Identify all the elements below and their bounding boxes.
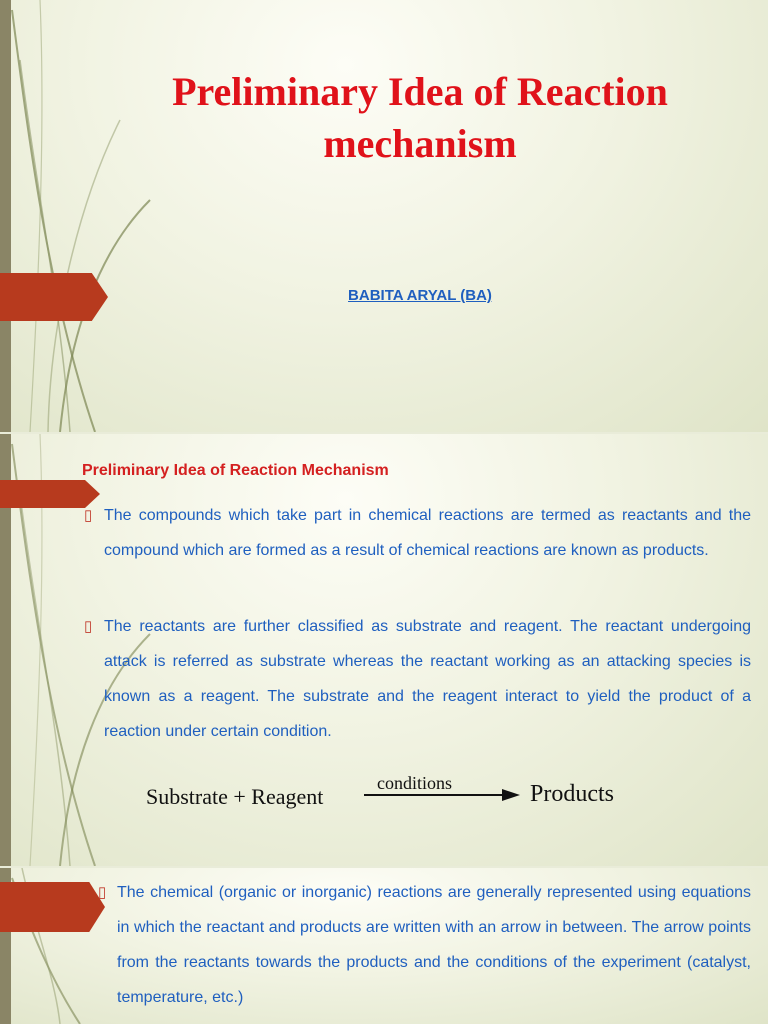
reaction-arrow-icon [364,788,520,802]
accent-tab [0,273,108,321]
title-line-2: mechanism [323,121,517,166]
bullet-text-3: The chemical (organic or inorganic) reactions are generally represented using equations in which the reactant and products are written with an arrow in between. The arrow points from the reactants towards the products and the conditions of the experiment (catalyst, temperature, etc.) [117,884,751,1006]
bullet-text-1: The compounds which take part in chemical reactions are termed as reactants and the compound which are formed as a result of chemical reactions are known as products. [104,507,751,559]
title-line-1: Preliminary Idea of Reaction [172,69,668,114]
accent-tab [0,882,105,932]
bullet-icon: ▯ [84,618,93,635]
equation-right: Products [530,781,614,807]
bullet-text-2: The reactants are further classified as substrate and reagent. The reactant undergoing attack is referred as substrate whereas the reactant working as an attacking species is known as a reagent. The substrate and the reagent interact to yield the product of a reaction under certain condition. [104,618,751,740]
grass-decoration-icon [0,0,200,432]
slide-1 [0,0,768,432]
equation-arrow-label: conditions [377,773,452,793]
section-heading: Preliminary Idea of Reaction Mechanism [82,462,389,479]
equation-left: Substrate + Reagent [146,784,324,809]
slide-title [110,66,730,170]
author-link[interactable]: BABITA ARYAL (BA) [348,287,492,304]
bullet-icon: ▯ [84,507,93,524]
bullet-icon: ▯ [98,884,107,901]
accent-tab [0,480,100,508]
